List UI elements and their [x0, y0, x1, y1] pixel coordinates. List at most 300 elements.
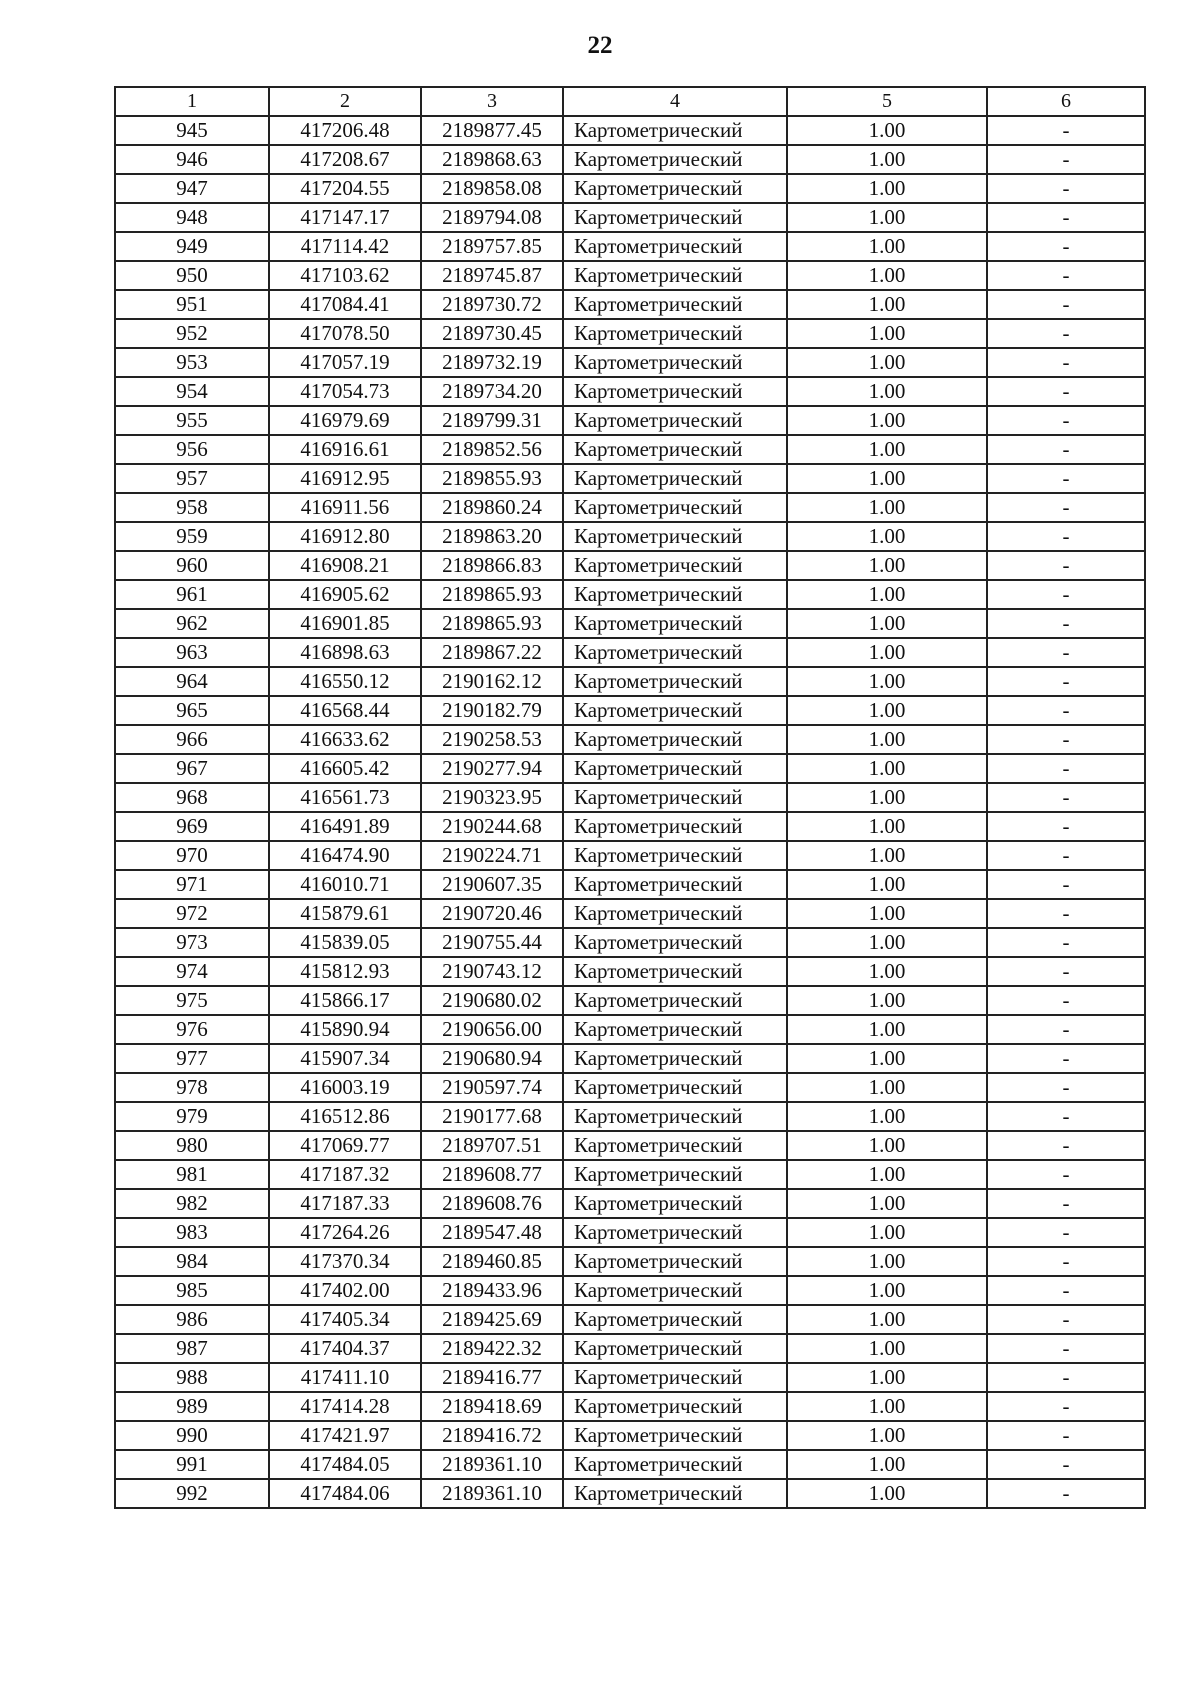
method-cell: Картометрический — [563, 1276, 787, 1305]
method-cell: Картометрический — [563, 464, 787, 493]
table-row — [115, 1305, 1145, 1334]
table-row — [115, 899, 1145, 928]
method-cell: Картометрический — [563, 1479, 787, 1508]
table-row — [115, 725, 1145, 754]
x-coordinate-cell: 415907.34 — [269, 1044, 421, 1073]
x-coordinate-cell: 416911.56 — [269, 493, 421, 522]
note-cell: - — [987, 406, 1145, 435]
table-row — [115, 522, 1145, 551]
accuracy-cell: 1.00 — [787, 261, 987, 290]
method-cell: Картометрический — [563, 1392, 787, 1421]
accuracy-cell: 1.00 — [787, 116, 987, 145]
method-cell: Картометрический — [563, 1015, 787, 1044]
method-cell: Картометрический — [563, 1305, 787, 1334]
note-cell: - — [987, 1015, 1145, 1044]
method-cell: Картометрический — [563, 319, 787, 348]
x-coordinate-cell: 417187.33 — [269, 1189, 421, 1218]
table-row — [115, 1363, 1145, 1392]
accuracy-cell: 1.00 — [787, 609, 987, 638]
point-number-cell: 947 — [115, 174, 269, 203]
table-row — [115, 145, 1145, 174]
y-coordinate-cell: 2189858.08 — [421, 174, 563, 203]
method-cell: Картометрический — [563, 609, 787, 638]
method-cell: Картометрический — [563, 957, 787, 986]
accuracy-cell: 1.00 — [787, 1160, 987, 1189]
method-cell: Картометрический — [563, 899, 787, 928]
y-coordinate-cell: 2189745.87 — [421, 261, 563, 290]
point-number-cell: 992 — [115, 1479, 269, 1508]
point-number-cell: 960 — [115, 551, 269, 580]
accuracy-cell: 1.00 — [787, 1276, 987, 1305]
coordinates-table — [114, 86, 1146, 1509]
x-coordinate-cell: 416912.80 — [269, 522, 421, 551]
method-cell: Картометрический — [563, 754, 787, 783]
method-cell: Картометрический — [563, 116, 787, 145]
method-cell: Картометрический — [563, 1247, 787, 1276]
accuracy-cell: 1.00 — [787, 1189, 987, 1218]
x-coordinate-cell: 416561.73 — [269, 783, 421, 812]
table-row — [115, 1479, 1145, 1508]
method-cell: Картометрический — [563, 1189, 787, 1218]
accuracy-cell: 1.00 — [787, 1305, 987, 1334]
x-coordinate-cell: 416605.42 — [269, 754, 421, 783]
y-coordinate-cell: 2190755.44 — [421, 928, 563, 957]
x-coordinate-cell: 417484.06 — [269, 1479, 421, 1508]
y-coordinate-cell: 2189877.45 — [421, 116, 563, 145]
method-cell: Картометрический — [563, 841, 787, 870]
note-cell: - — [987, 1044, 1145, 1073]
accuracy-cell: 1.00 — [787, 1015, 987, 1044]
y-coordinate-cell: 2189852.56 — [421, 435, 563, 464]
point-number-cell: 974 — [115, 957, 269, 986]
note-cell: - — [987, 1392, 1145, 1421]
method-cell: Картометрический — [563, 696, 787, 725]
accuracy-cell: 1.00 — [787, 1450, 987, 1479]
y-coordinate-cell: 2190597.74 — [421, 1073, 563, 1102]
method-cell: Картометрический — [563, 290, 787, 319]
y-coordinate-cell: 2189860.24 — [421, 493, 563, 522]
accuracy-cell: 1.00 — [787, 667, 987, 696]
point-number-cell: 979 — [115, 1102, 269, 1131]
table-row — [115, 609, 1145, 638]
point-number-cell: 986 — [115, 1305, 269, 1334]
note-cell: - — [987, 319, 1145, 348]
table-row — [115, 1421, 1145, 1450]
x-coordinate-cell: 417206.48 — [269, 116, 421, 145]
point-number-cell: 972 — [115, 899, 269, 928]
point-number-cell: 950 — [115, 261, 269, 290]
x-coordinate-cell: 416512.86 — [269, 1102, 421, 1131]
y-coordinate-cell: 2190607.35 — [421, 870, 563, 899]
header-cell-6: 6 — [987, 87, 1145, 116]
table-row — [115, 1131, 1145, 1160]
table-row — [115, 638, 1145, 667]
table-row — [115, 870, 1145, 899]
table-row — [115, 464, 1145, 493]
note-cell: - — [987, 812, 1145, 841]
table-row — [115, 1102, 1145, 1131]
y-coordinate-cell: 2189730.72 — [421, 290, 563, 319]
point-number-cell: 957 — [115, 464, 269, 493]
point-number-cell: 965 — [115, 696, 269, 725]
accuracy-cell: 1.00 — [787, 145, 987, 174]
note-cell: - — [987, 986, 1145, 1015]
point-number-cell: 954 — [115, 377, 269, 406]
accuracy-cell: 1.00 — [787, 1421, 987, 1450]
table-row — [115, 1450, 1145, 1479]
table-row — [115, 116, 1145, 145]
method-cell: Картометрический — [563, 551, 787, 580]
accuracy-cell: 1.00 — [787, 435, 987, 464]
accuracy-cell: 1.00 — [787, 174, 987, 203]
header-cell-2: 2 — [269, 87, 421, 116]
note-cell: - — [987, 870, 1145, 899]
y-coordinate-cell: 2189422.32 — [421, 1334, 563, 1363]
y-coordinate-cell: 2189416.77 — [421, 1363, 563, 1392]
note-cell: - — [987, 928, 1145, 957]
note-cell: - — [987, 899, 1145, 928]
note-cell: - — [987, 1450, 1145, 1479]
header-cell-3: 3 — [421, 87, 563, 116]
accuracy-cell: 1.00 — [787, 725, 987, 754]
table-row — [115, 812, 1145, 841]
point-number-cell: 975 — [115, 986, 269, 1015]
y-coordinate-cell: 2189865.93 — [421, 580, 563, 609]
accuracy-cell: 1.00 — [787, 986, 987, 1015]
x-coordinate-cell: 417054.73 — [269, 377, 421, 406]
note-cell: - — [987, 232, 1145, 261]
table-row — [115, 696, 1145, 725]
x-coordinate-cell: 415879.61 — [269, 899, 421, 928]
x-coordinate-cell: 416901.85 — [269, 609, 421, 638]
x-coordinate-cell: 416908.21 — [269, 551, 421, 580]
note-cell: - — [987, 464, 1145, 493]
point-number-cell: 973 — [115, 928, 269, 957]
accuracy-cell: 1.00 — [787, 928, 987, 957]
x-coordinate-cell: 417103.62 — [269, 261, 421, 290]
accuracy-cell: 1.00 — [787, 812, 987, 841]
y-coordinate-cell: 2189855.93 — [421, 464, 563, 493]
note-cell: - — [987, 1305, 1145, 1334]
x-coordinate-cell: 417411.10 — [269, 1363, 421, 1392]
x-coordinate-cell: 416474.90 — [269, 841, 421, 870]
table-row — [115, 1015, 1145, 1044]
y-coordinate-cell: 2189361.10 — [421, 1479, 563, 1508]
y-coordinate-cell: 2189866.83 — [421, 551, 563, 580]
point-number-cell: 966 — [115, 725, 269, 754]
point-number-cell: 962 — [115, 609, 269, 638]
note-cell: - — [987, 696, 1145, 725]
y-coordinate-cell: 2189547.48 — [421, 1218, 563, 1247]
x-coordinate-cell: 417204.55 — [269, 174, 421, 203]
y-coordinate-cell: 2190680.02 — [421, 986, 563, 1015]
table-row — [115, 319, 1145, 348]
accuracy-cell: 1.00 — [787, 1131, 987, 1160]
x-coordinate-cell: 417404.37 — [269, 1334, 421, 1363]
accuracy-cell: 1.00 — [787, 1334, 987, 1363]
y-coordinate-cell: 2189868.63 — [421, 145, 563, 174]
table-row — [115, 232, 1145, 261]
method-cell: Картометрический — [563, 406, 787, 435]
x-coordinate-cell: 415866.17 — [269, 986, 421, 1015]
table-row — [115, 406, 1145, 435]
y-coordinate-cell: 2190162.12 — [421, 667, 563, 696]
x-coordinate-cell: 417421.97 — [269, 1421, 421, 1450]
accuracy-cell: 1.00 — [787, 783, 987, 812]
note-cell: - — [987, 551, 1145, 580]
table-row — [115, 203, 1145, 232]
method-cell: Картометрический — [563, 1160, 787, 1189]
note-cell: - — [987, 667, 1145, 696]
method-cell: Картометрический — [563, 638, 787, 667]
note-cell: - — [987, 1276, 1145, 1305]
table-row — [115, 551, 1145, 580]
accuracy-cell: 1.00 — [787, 1479, 987, 1508]
method-cell: Картометрический — [563, 986, 787, 1015]
accuracy-cell: 1.00 — [787, 348, 987, 377]
method-cell: Картометрический — [563, 493, 787, 522]
y-coordinate-cell: 2189425.69 — [421, 1305, 563, 1334]
note-cell: - — [987, 783, 1145, 812]
x-coordinate-cell: 415812.93 — [269, 957, 421, 986]
x-coordinate-cell: 415839.05 — [269, 928, 421, 957]
note-cell: - — [987, 493, 1145, 522]
accuracy-cell: 1.00 — [787, 1247, 987, 1276]
y-coordinate-cell: 2190323.95 — [421, 783, 563, 812]
note-cell: - — [987, 377, 1145, 406]
method-cell: Картометрический — [563, 1450, 787, 1479]
point-number-cell: 963 — [115, 638, 269, 667]
method-cell: Картометрический — [563, 435, 787, 464]
y-coordinate-cell: 2189608.76 — [421, 1189, 563, 1218]
note-cell: - — [987, 754, 1145, 783]
method-cell: Картометрический — [563, 1102, 787, 1131]
method-cell: Картометрический — [563, 667, 787, 696]
table-row — [115, 1189, 1145, 1218]
header-cell-4: 4 — [563, 87, 787, 116]
x-coordinate-cell: 415890.94 — [269, 1015, 421, 1044]
point-number-cell: 984 — [115, 1247, 269, 1276]
table-row — [115, 435, 1145, 464]
table-row — [115, 667, 1145, 696]
note-cell: - — [987, 348, 1145, 377]
note-cell: - — [987, 1160, 1145, 1189]
point-number-cell: 985 — [115, 1276, 269, 1305]
point-number-cell: 964 — [115, 667, 269, 696]
x-coordinate-cell: 416550.12 — [269, 667, 421, 696]
point-number-cell: 980 — [115, 1131, 269, 1160]
method-cell: Картометрический — [563, 725, 787, 754]
note-cell: - — [987, 1218, 1145, 1247]
method-cell: Картометрический — [563, 812, 787, 841]
note-cell: - — [987, 145, 1145, 174]
table-row — [115, 957, 1145, 986]
note-cell: - — [987, 1073, 1145, 1102]
method-cell: Картометрический — [563, 261, 787, 290]
note-cell: - — [987, 1102, 1145, 1131]
note-cell: - — [987, 522, 1145, 551]
table-row — [115, 1276, 1145, 1305]
note-cell: - — [987, 203, 1145, 232]
x-coordinate-cell: 416003.19 — [269, 1073, 421, 1102]
y-coordinate-cell: 2190277.94 — [421, 754, 563, 783]
point-number-cell: 982 — [115, 1189, 269, 1218]
method-cell: Картометрический — [563, 377, 787, 406]
table-row — [115, 1247, 1145, 1276]
y-coordinate-cell: 2189707.51 — [421, 1131, 563, 1160]
table-row — [115, 261, 1145, 290]
table-row — [115, 493, 1145, 522]
method-cell: Картометрический — [563, 348, 787, 377]
accuracy-cell: 1.00 — [787, 319, 987, 348]
method-cell: Картометрический — [563, 928, 787, 957]
note-cell: - — [987, 725, 1145, 754]
y-coordinate-cell: 2189865.93 — [421, 609, 563, 638]
method-cell: Картометрический — [563, 145, 787, 174]
table-row — [115, 754, 1145, 783]
x-coordinate-cell: 416979.69 — [269, 406, 421, 435]
y-coordinate-cell: 2190224.71 — [421, 841, 563, 870]
note-cell: - — [987, 1421, 1145, 1450]
accuracy-cell: 1.00 — [787, 1102, 987, 1131]
note-cell: - — [987, 1247, 1145, 1276]
point-number-cell: 959 — [115, 522, 269, 551]
method-cell: Картометрический — [563, 203, 787, 232]
table-body — [115, 116, 1145, 1508]
note-cell: - — [987, 1479, 1145, 1508]
note-cell: - — [987, 261, 1145, 290]
y-coordinate-cell: 2189730.45 — [421, 319, 563, 348]
accuracy-cell: 1.00 — [787, 1073, 987, 1102]
x-coordinate-cell: 417147.17 — [269, 203, 421, 232]
table-row — [115, 348, 1145, 377]
accuracy-cell: 1.00 — [787, 232, 987, 261]
note-cell: - — [987, 174, 1145, 203]
method-cell: Картометрический — [563, 783, 787, 812]
point-number-cell: 983 — [115, 1218, 269, 1247]
method-cell: Картометрический — [563, 1421, 787, 1450]
accuracy-cell: 1.00 — [787, 203, 987, 232]
y-coordinate-cell: 2189734.20 — [421, 377, 563, 406]
y-coordinate-cell: 2189416.72 — [421, 1421, 563, 1450]
note-cell: - — [987, 841, 1145, 870]
x-coordinate-cell: 416633.62 — [269, 725, 421, 754]
y-coordinate-cell: 2189433.96 — [421, 1276, 563, 1305]
y-coordinate-cell: 2190680.94 — [421, 1044, 563, 1073]
header-row — [115, 87, 1145, 116]
method-cell: Картометрический — [563, 1334, 787, 1363]
accuracy-cell: 1.00 — [787, 638, 987, 667]
accuracy-cell: 1.00 — [787, 696, 987, 725]
point-number-cell: 961 — [115, 580, 269, 609]
point-number-cell: 953 — [115, 348, 269, 377]
accuracy-cell: 1.00 — [787, 957, 987, 986]
method-cell: Картометрический — [563, 1073, 787, 1102]
point-number-cell: 955 — [115, 406, 269, 435]
x-coordinate-cell: 416568.44 — [269, 696, 421, 725]
y-coordinate-cell: 2190743.12 — [421, 957, 563, 986]
note-cell: - — [987, 609, 1145, 638]
table-row — [115, 377, 1145, 406]
note-cell: - — [987, 957, 1145, 986]
y-coordinate-cell: 2190656.00 — [421, 1015, 563, 1044]
x-coordinate-cell: 417414.28 — [269, 1392, 421, 1421]
x-coordinate-cell: 416912.95 — [269, 464, 421, 493]
table-header — [115, 87, 1145, 116]
note-cell: - — [987, 580, 1145, 609]
accuracy-cell: 1.00 — [787, 1363, 987, 1392]
table-row — [115, 1044, 1145, 1073]
x-coordinate-cell: 417114.42 — [269, 232, 421, 261]
point-number-cell: 945 — [115, 116, 269, 145]
x-coordinate-cell: 417264.26 — [269, 1218, 421, 1247]
point-number-cell: 946 — [115, 145, 269, 174]
table-row — [115, 783, 1145, 812]
x-coordinate-cell: 417069.77 — [269, 1131, 421, 1160]
point-number-cell: 978 — [115, 1073, 269, 1102]
accuracy-cell: 1.00 — [787, 377, 987, 406]
x-coordinate-cell: 416905.62 — [269, 580, 421, 609]
point-number-cell: 988 — [115, 1363, 269, 1392]
x-coordinate-cell: 417057.19 — [269, 348, 421, 377]
accuracy-cell: 1.00 — [787, 1392, 987, 1421]
x-coordinate-cell: 417187.32 — [269, 1160, 421, 1189]
y-coordinate-cell: 2190182.79 — [421, 696, 563, 725]
method-cell: Картометрический — [563, 174, 787, 203]
x-coordinate-cell: 416010.71 — [269, 870, 421, 899]
note-cell: - — [987, 638, 1145, 667]
note-cell: - — [987, 435, 1145, 464]
y-coordinate-cell: 2189361.10 — [421, 1450, 563, 1479]
header-cell-5: 5 — [787, 87, 987, 116]
accuracy-cell: 1.00 — [787, 464, 987, 493]
table-row — [115, 580, 1145, 609]
point-number-cell: 948 — [115, 203, 269, 232]
accuracy-cell: 1.00 — [787, 870, 987, 899]
table-row — [115, 928, 1145, 957]
x-coordinate-cell: 417402.00 — [269, 1276, 421, 1305]
accuracy-cell: 1.00 — [787, 841, 987, 870]
point-number-cell: 981 — [115, 1160, 269, 1189]
x-coordinate-cell: 417084.41 — [269, 290, 421, 319]
point-number-cell: 987 — [115, 1334, 269, 1363]
method-cell: Картометрический — [563, 1218, 787, 1247]
x-coordinate-cell: 417405.34 — [269, 1305, 421, 1334]
accuracy-cell: 1.00 — [787, 899, 987, 928]
y-coordinate-cell: 2189799.31 — [421, 406, 563, 435]
y-coordinate-cell: 2189863.20 — [421, 522, 563, 551]
table-row — [115, 986, 1145, 1015]
point-number-cell: 969 — [115, 812, 269, 841]
point-number-cell: 976 — [115, 1015, 269, 1044]
header-cell-1: 1 — [115, 87, 269, 116]
accuracy-cell: 1.00 — [787, 522, 987, 551]
accuracy-cell: 1.00 — [787, 551, 987, 580]
y-coordinate-cell: 2190177.68 — [421, 1102, 563, 1131]
note-cell: - — [987, 1189, 1145, 1218]
x-coordinate-cell: 417208.67 — [269, 145, 421, 174]
point-number-cell: 977 — [115, 1044, 269, 1073]
table-row — [115, 841, 1145, 870]
x-coordinate-cell: 416916.61 — [269, 435, 421, 464]
point-number-cell: 970 — [115, 841, 269, 870]
y-coordinate-cell: 2189757.85 — [421, 232, 563, 261]
table-row — [115, 1160, 1145, 1189]
accuracy-cell: 1.00 — [787, 493, 987, 522]
method-cell: Картометрический — [563, 232, 787, 261]
point-number-cell: 949 — [115, 232, 269, 261]
accuracy-cell: 1.00 — [787, 1044, 987, 1073]
